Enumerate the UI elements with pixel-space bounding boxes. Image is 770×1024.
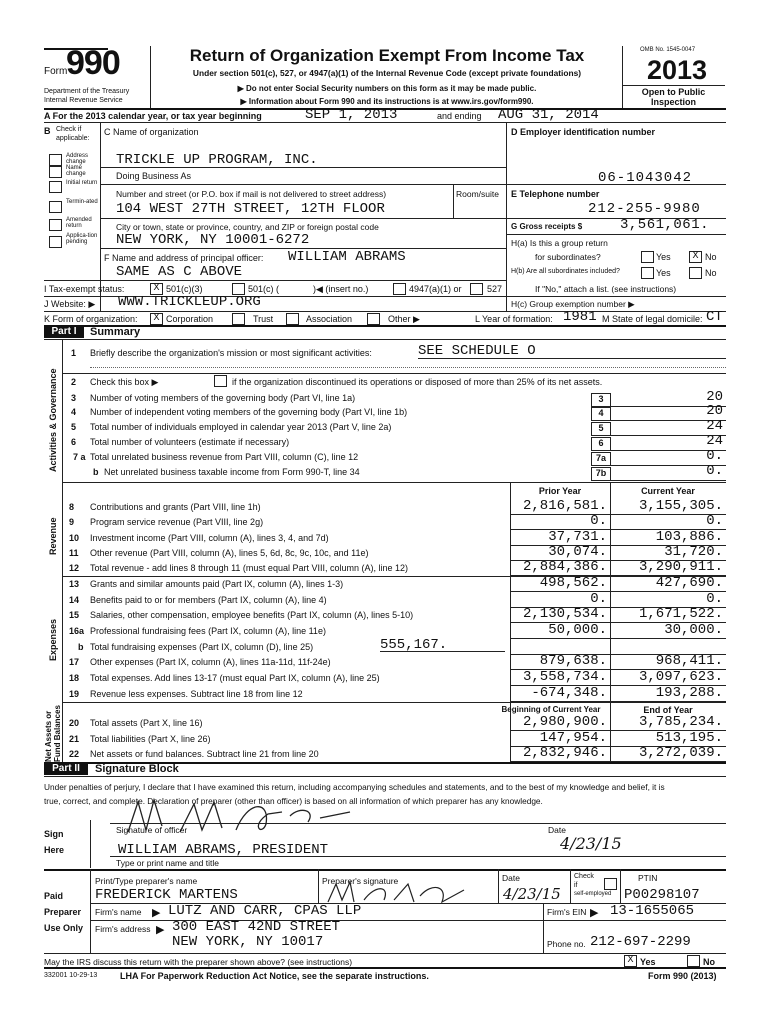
preparer-sig-label: Preparer's signature — [322, 876, 399, 886]
line-text: Grants and similar amounts paid (Part IX, column (A), lines 1-3) — [90, 579, 344, 589]
open-public: Open to Public — [641, 87, 706, 97]
info-notice: ▶ Information about Form 990 and its instructions is at www.irs.gov/form990. — [240, 97, 534, 106]
part2-badge: Part II — [44, 763, 88, 775]
line2-text: Check this box ▶ — [90, 377, 159, 387]
discontinued-checkbox[interactable] — [214, 375, 227, 387]
hb-label: H(b) Are all subordinates included? — [511, 268, 620, 275]
amended-return-label: Amended return — [66, 217, 92, 229]
prior-year-value: 3,558,734. — [522, 669, 607, 685]
firm-name-label: Firm's name — [95, 907, 142, 917]
line-number: 10 — [69, 533, 80, 543]
current-year-value: 3,155,305. — [638, 498, 723, 514]
year-formation: 1981 — [563, 309, 597, 325]
line-text: Total revenue - add lines 8 through 11 (must equal Part VIII, column (A), line 12) — [90, 563, 408, 573]
officer-name-title: WILLIAM ABRAMS, PRESIDENT — [118, 842, 329, 858]
sign-bottom-rule — [44, 869, 726, 871]
gov-value: 0. — [706, 448, 723, 464]
city-label: City or town, state or province, country, and ZIP or foreign postal code — [116, 222, 379, 232]
line-number: 22 — [69, 749, 80, 759]
signature-label: Signature of officer — [116, 825, 188, 835]
gov-value-underline — [610, 480, 726, 481]
firm-ein-divider — [543, 903, 544, 920]
ha-no-checkbox[interactable]: X — [689, 251, 702, 263]
terminated-label: Termin-ated — [66, 199, 98, 205]
phone-label: E Telephone number — [511, 189, 600, 199]
gov-line-text: Number of independent voting members of the governing body (Part VI, line 1b) — [90, 407, 408, 417]
sign-date-label: Date — [548, 825, 566, 835]
room-suite-label: Room/suite — [456, 189, 499, 199]
discuss-yes-checkbox[interactable]: X — [624, 955, 637, 967]
part1-title-rule — [44, 339, 726, 340]
officer-name: WILLIAM ABRAMS — [288, 249, 406, 265]
prep-check-divider — [570, 869, 571, 903]
line2-number: 2 — [71, 377, 77, 387]
line-number: b — [78, 642, 84, 652]
and-ending-label: and ending — [437, 111, 482, 121]
corporation-checkbox[interactable]: X — [150, 313, 163, 325]
footer-rule — [44, 967, 726, 969]
gov-box-number: 7b — [591, 467, 611, 481]
line-text: Other expenses (Part IX, column (A), lines 11a-11d, 11f-24e) — [90, 657, 331, 667]
end-year-header: End of Year — [643, 705, 693, 715]
initial-return-checkbox[interactable] — [49, 181, 62, 193]
state-domicile: CT — [706, 309, 723, 325]
form-code: 332001 10-29-13 — [44, 972, 98, 979]
preparer-name: FREDERICK MARTENS — [95, 887, 238, 903]
gov-box-number: 4 — [591, 407, 611, 421]
line-number: 8 — [69, 502, 75, 512]
address-change-label: Address change — [66, 153, 89, 165]
current-year-value: 3,272,039. — [638, 745, 723, 761]
hc-label: H(c) Group exemption number ▶ — [511, 299, 635, 309]
side-label-net-assets: Net Assets or Fund Balances — [44, 705, 62, 762]
gov-line-text: Number of voting members of the governing body (Part VI, line 1a) — [90, 393, 356, 403]
part1-title: Summary — [90, 326, 141, 338]
current-year-value: 0. — [706, 591, 723, 607]
line-number: 14 — [69, 595, 80, 605]
gov-box-number: 5 — [591, 422, 611, 436]
right-col-divider — [506, 122, 507, 312]
form-subtitle: Under section 501(c), 527, or 4947(a)(1) of the Internal Revenue Code (except private foundations) — [192, 68, 582, 78]
line2-rule — [62, 373, 726, 374]
line-text: Total fundraising expenses (Part IX, column (D), line 25) — [90, 642, 314, 652]
side-label-revenue: Revenue — [48, 517, 58, 555]
gov-box-number: 6 — [591, 437, 611, 451]
527-checkbox[interactable] — [470, 283, 483, 295]
line-text: Professional fundraising fees (Part IX, column (A), line 11e) — [90, 626, 326, 636]
line1-number: 1 — [71, 348, 77, 358]
line-i-top-rule — [44, 280, 506, 281]
discuss-question: May the IRS discuss this return with the preparer shown above? (see instructions) — [44, 957, 353, 967]
tax-year: 2013 — [646, 55, 708, 85]
current-year-value: 31,720. — [664, 544, 723, 560]
gross-rule — [506, 234, 726, 235]
side-label-divider — [62, 339, 63, 763]
527-label: 527 — [487, 284, 503, 294]
current-year-value: 30,000. — [664, 622, 723, 638]
city-state-zip: NEW YORK, NY 10001-6272 — [116, 232, 310, 248]
line-number: 11 — [69, 548, 79, 558]
name-change-label: Name change — [66, 165, 86, 177]
gov-box-number: 7a — [591, 452, 611, 466]
ha-yes-checkbox[interactable] — [641, 251, 654, 263]
name-title-line — [110, 856, 726, 857]
preparer-label: Preparer — [44, 907, 82, 917]
org-name-rule — [100, 167, 506, 168]
line-number: 17 — [69, 657, 80, 667]
ein-label: D Employer identification number — [511, 127, 656, 137]
website-label: J Website: ▶ — [44, 299, 96, 309]
section-b-label: B — [44, 126, 51, 136]
line-text: Total expenses. Add lines 13-17 (must equal Part IX, column (A), line 25) — [90, 673, 380, 683]
prior-year-header: Prior Year — [538, 486, 582, 496]
gov-box-number: 3 — [591, 393, 611, 407]
room-divider — [453, 184, 454, 218]
gov-value: 24 — [706, 418, 723, 434]
ptin-label: PTIN — [638, 873, 658, 883]
4947-label: 4947(a)(1) or — [409, 284, 462, 294]
ein-rule — [506, 184, 726, 185]
line-text: Contributions and grants (Part VIII, line 1h) — [90, 502, 261, 512]
application-pending-label: Applica-tion pending — [66, 233, 98, 245]
dept-treasury: Department of the Treasury — [44, 88, 130, 95]
prep-date-divider — [498, 869, 499, 903]
4947-checkbox[interactable] — [393, 283, 406, 295]
firm-ein: 13-1655065 — [610, 903, 695, 919]
current-year-value: 3,290,911. — [638, 559, 723, 575]
dba-rule — [100, 184, 506, 185]
street-rule — [100, 218, 506, 219]
header-divider-left — [150, 46, 151, 108]
part2-title-rule — [44, 776, 726, 777]
phone-value: 212-255-9980 — [588, 201, 701, 217]
side-label-expenses: Expenses — [48, 618, 58, 661]
sign-label: Sign — [44, 829, 64, 839]
line-number: 18 — [69, 673, 80, 683]
tax-year-end: AUG 31, 2014 — [498, 107, 599, 123]
form-of-org-label: K Form of organization: — [44, 314, 138, 324]
firm-address-2: NEW YORK, NY 10017 — [172, 934, 324, 950]
501c3-checkbox[interactable]: X — [150, 283, 163, 295]
line-k-rule — [44, 325, 726, 327]
firm-address-arrow: ▶ — [156, 924, 165, 936]
ha-no-label: No — [705, 252, 717, 262]
gov-value: 20 — [706, 389, 723, 405]
hb-no-checkbox[interactable] — [689, 267, 702, 279]
type-name-label: Type or print name and title — [116, 858, 220, 868]
prior-year-value: 147,954. — [539, 730, 607, 746]
firm-ein-arrow: ▶ — [590, 907, 599, 919]
part2-title: Signature Block — [95, 763, 179, 775]
line-number: 19 — [69, 689, 80, 699]
line1-underline — [418, 358, 726, 359]
prior-year-value: 30,074. — [548, 544, 607, 560]
ha-sub: for subordinates? — [535, 252, 601, 262]
state-domicile-label: M State of legal domicile: — [602, 314, 703, 324]
line-text: Revenue less expenses. Subtract line 18 from line 12 — [90, 689, 303, 699]
application-pending-checkbox[interactable] — [49, 236, 62, 248]
form-label: Form — [44, 66, 68, 77]
firm-address-1: 300 EAST 42ND STREET — [172, 919, 341, 935]
omb-number: OMB No. 1545-0047 — [640, 47, 696, 53]
gov-bottom-rule — [62, 482, 726, 483]
if-label: if — [574, 882, 578, 889]
preparer-phone: 212-697-2299 — [590, 934, 691, 950]
preparer-phone-label: Phone no. — [547, 939, 586, 949]
ha-label: H(a) Is this a group return — [511, 238, 608, 248]
hb-yes-checkbox[interactable] — [641, 267, 654, 279]
self-employed-label: self-employed — [574, 891, 612, 897]
ssn-notice: ▶ Do not enter Social Security numbers on this form as it may be made public. — [237, 84, 537, 93]
gross-receipts: 3,561,061. — [620, 217, 710, 233]
gov-line-number: b — [93, 467, 99, 477]
preparer-date: 4/23/15 — [503, 885, 561, 903]
current-year-value: 3,097,623. — [638, 669, 723, 685]
line-text: Other revenue (Part VIII, column (A), lines 5, 6d, 8c, 9c, 10c, and 11e) — [90, 548, 369, 558]
penalty-text-1: Under penalties of perjury, I declare that I have examined this return, including accompanying schedules and statements, and to the best of my knowledge and belief, it is — [44, 782, 665, 792]
value-underline — [510, 638, 726, 639]
line1-blank1 — [90, 367, 726, 368]
gov-line-number: 7 a — [73, 452, 86, 462]
gov-value: 20 — [706, 403, 723, 419]
side-label-governance: Activities & Governance — [48, 368, 58, 472]
signature-line — [110, 823, 726, 824]
street-address: 104 WEST 27TH STREET, 12TH FLOOR — [116, 201, 385, 217]
line-number: 21 — [69, 734, 80, 744]
gov-line-number: 4 — [71, 407, 77, 417]
discuss-yes-label: Yes — [640, 957, 656, 967]
gov-line-text: Total number of volunteers (estimate if necessary) — [90, 437, 290, 447]
other-org-checkbox[interactable] — [367, 313, 380, 325]
preparer-name-label: Print/Type preparer's name — [95, 876, 198, 886]
initial-return-label: Initial return — [66, 180, 98, 186]
firm-ein-label: Firm's EIN — [547, 907, 587, 917]
exp-bottom-rule — [62, 702, 726, 703]
sign-divider — [90, 820, 91, 868]
501c-other-label: 501(c) ( — [248, 284, 280, 294]
gov-value: 24 — [706, 433, 723, 449]
current-year-value: 427,690. — [655, 575, 723, 591]
line-number: 20 — [69, 718, 80, 728]
year-divider — [622, 85, 725, 86]
gov-line-text: Total unrelated business revenue from Part VIII, column (C), line 12 — [90, 452, 359, 462]
paid-label: Paid — [44, 891, 64, 901]
line1-text: Briefly describe the organization's mission or most significant activities: — [90, 348, 372, 358]
prior-year-value: -674,348. — [531, 685, 607, 701]
website-value: WWW.TRICKLEUP.ORG — [118, 294, 261, 310]
line2-text-b: if the organization discontinued its operations or disposed of more than 25% of its net assets. — [232, 377, 603, 387]
insert-no-label: )◀ (insert no.) — [313, 284, 369, 294]
paperwork-notice: LHA For Paperwork Reduction Act Notice, see the separate instructions. — [120, 971, 429, 981]
line-j-rule — [44, 311, 726, 312]
line-text: Total liabilities (Part X, line 26) — [90, 734, 211, 744]
mission-value: SEE SCHEDULE O — [418, 343, 536, 359]
current-year-value: 3,785,234. — [638, 714, 723, 730]
gov-line-number: 5 — [71, 422, 77, 432]
prior-year-value: 2,816,581. — [522, 498, 607, 514]
preparer-ptin: P00298107 — [624, 887, 700, 903]
penalty-text-2: true, correct, and complete. Declaration of preparer (other than officer) is based on all information of which preparer has any knowledge. — [44, 796, 543, 806]
sign-date: 4/23/15 — [560, 834, 622, 853]
line-a-rule — [44, 122, 726, 123]
prior-year-value: 879,638. — [539, 653, 607, 669]
hb-note: If "No," attach a list. (see instructions) — [535, 284, 677, 294]
part1-badge: Part I — [44, 326, 84, 338]
ein-value: 06-1043042 — [598, 170, 693, 186]
other-org-label: Other ▶ — [388, 314, 420, 324]
trust-checkbox[interactable] — [232, 313, 245, 325]
hb-yes-label: Yes — [656, 268, 671, 278]
preparer-divider — [90, 869, 91, 953]
address-change-checkbox[interactable] — [49, 154, 62, 166]
line-number: 15 — [69, 610, 80, 620]
prior-year-value: 37,731. — [548, 529, 607, 545]
preparer-bottom-rule — [44, 953, 726, 954]
use-only-label: Use Only — [44, 923, 84, 933]
name-change-checkbox[interactable] — [49, 166, 62, 178]
irs-label: Internal Revenue Service — [44, 97, 123, 104]
phone-divider — [543, 920, 544, 953]
501c3-label: 501(c)(3) — [166, 284, 203, 294]
current-year-value: 1,671,522. — [638, 606, 723, 622]
line-number: 12 — [69, 563, 80, 573]
prep-ptin-divider — [620, 869, 621, 903]
association-checkbox[interactable] — [286, 313, 299, 325]
officer-address: SAME AS C ABOVE — [116, 264, 243, 280]
year-formation-label: L Year of formation: — [475, 314, 553, 324]
tax-exempt-label: I Tax-exempt status: — [44, 284, 125, 294]
form-title: Return of Organization Exempt From Income Tax — [189, 46, 585, 65]
current-year-value: 193,288. — [655, 685, 723, 701]
gross-receipts-label: G Gross receipts $ — [511, 222, 583, 231]
line-text: Program service revenue (Part VIII, line 2g) — [90, 517, 264, 527]
firm-name-arrow: ▶ — [152, 907, 161, 919]
firm-address-label: Firm's address — [95, 924, 151, 934]
fundraising-total: 555,167. — [380, 637, 448, 653]
begin-year-header: Beginning of Current Year — [501, 705, 601, 714]
line-text: Investment income (Part VIII, column (A), lines 3, 4, and 7d) — [90, 533, 329, 543]
self-employed-checkbox[interactable] — [604, 878, 617, 890]
line-number: 13 — [69, 579, 80, 589]
association-label: Association — [306, 314, 353, 324]
prior-year-value: 2,884,386. — [522, 559, 607, 575]
prior-year-value: 50,000. — [548, 622, 607, 638]
gov-line-number: 3 — [71, 393, 77, 403]
line-text: Salaries, other compensation, employee benefits (Part IX, column (A), lines 5-10) — [90, 610, 414, 620]
check-label: Check — [574, 873, 594, 880]
gov-line-number: 6 — [71, 437, 77, 447]
discuss-no-checkbox[interactable] — [687, 955, 700, 967]
fundraising-underline — [380, 651, 505, 652]
amended-return-checkbox[interactable] — [49, 219, 62, 231]
line-text: Total assets (Part X, line 16) — [90, 718, 203, 728]
line-text: Benefits paid to or for members (Part IX, column (A), line 4) — [90, 595, 327, 605]
current-year-value: 513,195. — [655, 730, 723, 746]
prep-sig-divider — [318, 869, 319, 903]
terminated-checkbox[interactable] — [49, 201, 62, 213]
current-year-header: Current Year — [641, 486, 695, 496]
corporation-label: Corporation — [166, 314, 214, 324]
here-label: Here — [44, 845, 65, 855]
line-number: 9 — [69, 517, 75, 527]
prior-year-value: 2,980,900. — [522, 714, 607, 730]
tax-year-begin: SEP 1, 2013 — [305, 107, 398, 123]
inspection-label: Inspection — [650, 97, 696, 107]
prior-year-value: 0. — [590, 513, 607, 529]
trust-label: Trust — [253, 314, 274, 324]
line-text: Net assets or fund balances. Subtract line 21 from line 20 — [90, 749, 319, 759]
discuss-no-label: No — [703, 957, 715, 967]
officer-label: F Name and address of principal officer: — [104, 253, 264, 263]
prior-year-value: 2,130,534. — [522, 606, 607, 622]
dba-label: Doing Business As — [116, 171, 192, 181]
prior-year-value: 498,562. — [539, 575, 607, 591]
current-year-value: 0. — [706, 513, 723, 529]
preparer-date-label: Date — [502, 873, 520, 883]
gov-value: 0. — [706, 463, 723, 479]
hb-no-label: No — [705, 268, 717, 278]
line-a-label: A For the 2013 calendar year, or tax year beginning — [44, 111, 262, 121]
prior-year-value: 2,832,946. — [522, 745, 607, 761]
current-year-value: 968,411. — [655, 653, 723, 669]
line-number: 16a — [69, 626, 85, 636]
org-name-label: C Name of organization — [104, 127, 199, 137]
form-footer: Form 990 (2013) — [648, 971, 717, 981]
street-label: Number and street (or P.O. box if mail is not delivered to street address) — [116, 189, 387, 199]
gov-line-text: Net unrelated business taxable income from Form 990-T, line 34 — [104, 467, 360, 477]
ha-yes-label: Yes — [656, 252, 671, 262]
check-if: Check if — [56, 126, 82, 133]
firm-name: LUTZ AND CARR, CPAS LLP — [168, 903, 362, 919]
form-number: 990 — [66, 44, 120, 82]
org-name: TRICKLE UP PROGRAM, INC. — [116, 152, 318, 168]
prior-year-value: 0. — [590, 591, 607, 607]
gov-line-text: Total number of individuals employed in calendar year 2013 (Part V, line 2a) — [90, 422, 392, 432]
current-year-value: 103,886. — [655, 529, 723, 545]
applicable: applicable: — [56, 135, 90, 142]
